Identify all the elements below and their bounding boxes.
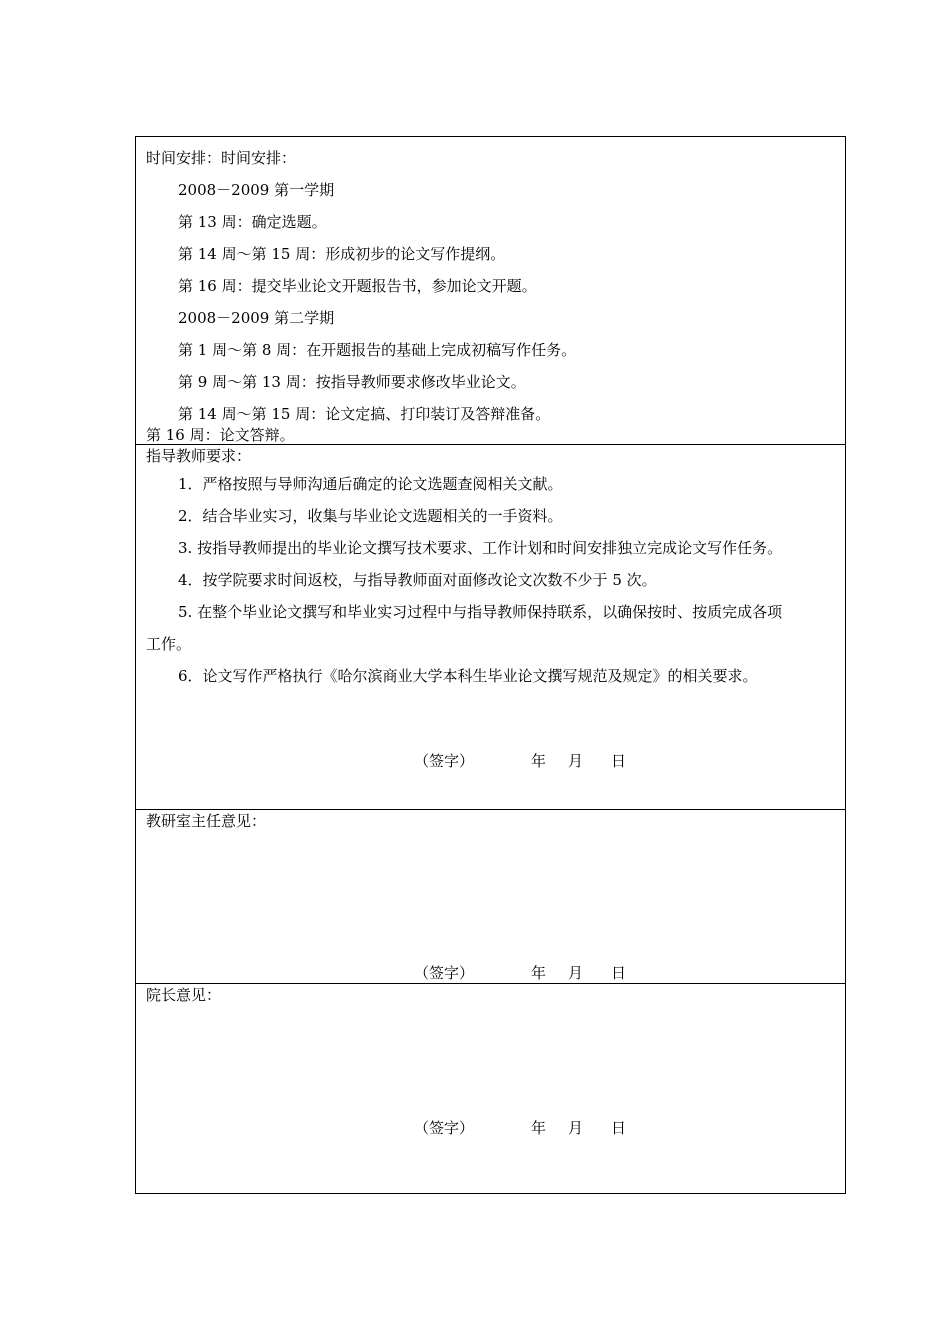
director-section (136, 810, 845, 984)
advisor-heading: 指导教师要求： (146, 447, 252, 465)
month-label: 月 (568, 964, 584, 982)
schedule-item: 2008－2009 第二学期 (178, 309, 335, 327)
advisor-item-continuation: 工作。 (146, 635, 192, 653)
advisor-item: 3. 按指导教师提出的毕业论文撰写技术要求、工作计划和时间安排独立完成论文写作任务。 (178, 539, 783, 557)
year-label: 年 (531, 752, 547, 770)
schedule-last-item: 第 16 周：论文答辩。 (146, 426, 295, 444)
advisor-item: 6．论文写作严格执行《哈尔滨商业大学本科生毕业论文撰写规范及规定》的相关要求。 (178, 667, 758, 685)
signature-label: （签字） (414, 1119, 475, 1137)
signature-label: （签字） (414, 964, 475, 982)
advisor-item: 5. 在整个毕业论文撰写和毕业实习过程中与指导教师保持联系，以确保按时、按质完成各项 (178, 603, 783, 621)
opinion-form (135, 136, 846, 1194)
advisor-item: 1．严格按照与导师沟通后确定的论文选题查阅相关文献。 (178, 475, 563, 493)
year-label: 年 (531, 1119, 547, 1137)
director-heading: 教研室主任意见： (146, 812, 267, 830)
advisor-item: 2．结合毕业实习，收集与毕业论文选题相关的一手资料。 (178, 507, 563, 525)
day-label: 日 (611, 752, 627, 770)
schedule-item: 第 16 周：提交毕业论文开题报告书，参加论文开题。 (178, 277, 537, 295)
day-label: 日 (611, 964, 627, 982)
signature-line (136, 1119, 845, 1137)
month-label: 月 (568, 752, 584, 770)
schedule-heading: 时间安排：时间安排： (146, 149, 297, 167)
schedule-item: 第 1 周～第 8 周：在开题报告的基础上完成初稿写作任务。 (178, 341, 577, 359)
schedule-item: 第 9 周～第 13 周：按指导教师要求修改毕业论文。 (178, 373, 526, 391)
dean-section (136, 984, 845, 1192)
signature-label: （签字） (414, 752, 475, 770)
advisor-item: 4．按学院要求时间返校，与指导教师面对面修改论文次数不少于 5 次。 (178, 571, 657, 589)
schedule-item: 第 14 周～第 15 周：形成初步的论文写作提纲。 (178, 245, 506, 263)
schedule-item: 第 14 周～第 15 周：论文定搞、打印装订及答辩准备。 (178, 405, 551, 423)
dean-heading: 院长意见： (146, 986, 222, 1004)
schedule-section (136, 137, 845, 445)
year-label: 年 (531, 964, 547, 982)
signature-line (136, 964, 845, 982)
day-label: 日 (611, 1119, 627, 1137)
month-label: 月 (568, 1119, 584, 1137)
advisor-section (136, 445, 845, 810)
schedule-item: 2008－2009 第一学期 (178, 181, 335, 199)
schedule-item: 第 13 周：确定选题。 (178, 213, 327, 231)
signature-line (136, 752, 845, 770)
